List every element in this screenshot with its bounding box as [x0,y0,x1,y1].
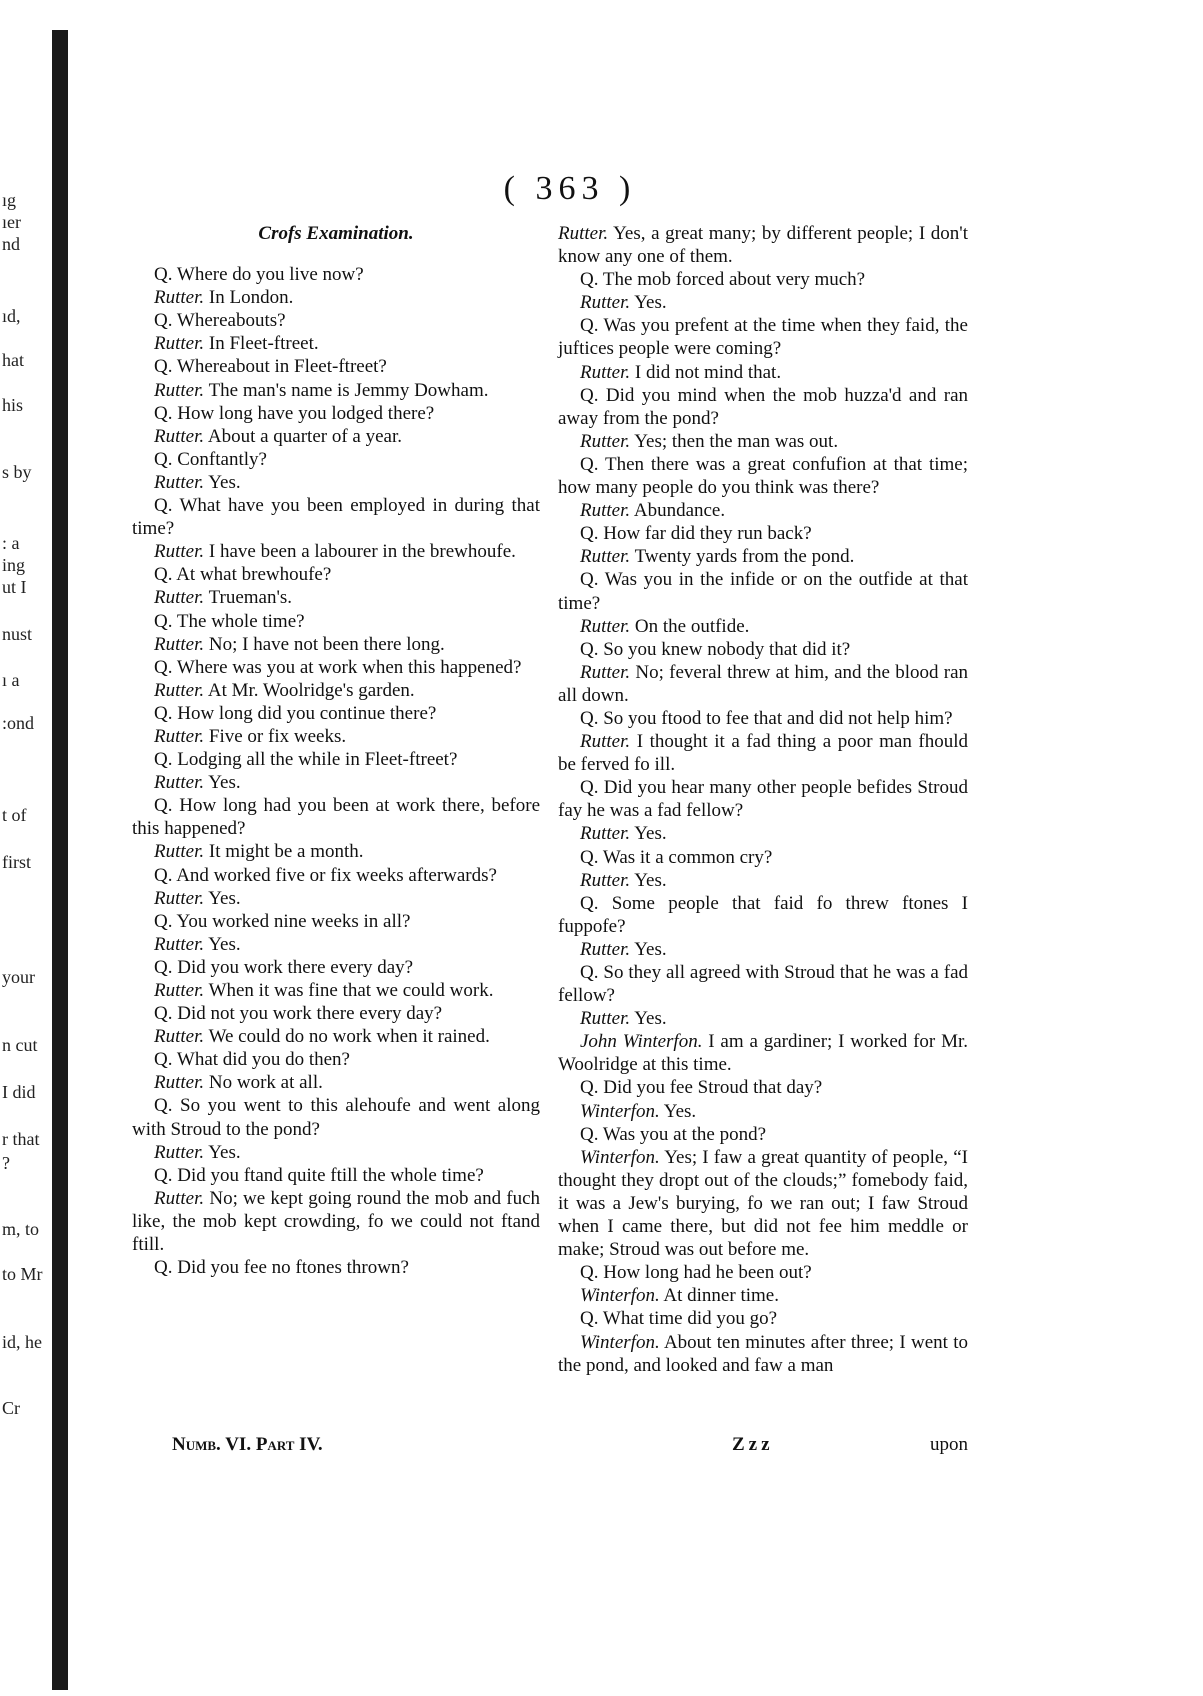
speaker-name: Rutter. [580,615,631,637]
testimony-text: Trueman's. [208,587,293,609]
answer-line [558,499,968,522]
question-line [132,263,540,286]
adjacent-page-fragments [0,0,48,1696]
answer-line [132,1187,540,1256]
testimony-text: And worked five or fix weeks afterwards? [176,864,497,886]
testimony-text: Then there was a great confufion at that time; how many people do you think was there? [558,453,968,499]
question-marker: Q. [580,1123,599,1145]
question-marker: Q. [580,1262,599,1284]
question-line [132,1002,540,1025]
margin-fragment: your [2,967,35,987]
speaker-name: Rutter. [154,679,205,701]
question-marker: Q. [154,1164,173,1186]
testimony-text: Yes, a great many; by different people; I don't know any one of them. [558,223,968,268]
speaker-name: Rutter. [580,661,631,683]
speaker-name: Winterfon. [580,1146,660,1168]
left-column [132,222,540,1279]
question-line [132,563,540,586]
question-marker: Q. [154,749,173,771]
testimony-text: Did you hear many other people befides Stroud fay he was a fad fellow? [558,777,968,822]
margin-fragment: his [2,395,24,415]
answer-line [558,430,968,453]
margin-fragment: ı a [2,670,20,690]
answer-line [132,379,540,402]
question-line [558,314,968,360]
question-marker: Q. [580,638,599,660]
question-line [558,892,968,938]
testimony-text: How long had he been out? [603,1262,812,1284]
testimony-text: Was you in the infide or on the outfide at that time? [558,569,968,614]
question-line [558,1076,968,1099]
question-marker: Q. [580,846,599,868]
testimony-text: Did you work there every day? [177,956,414,978]
margin-fragment: nust [2,624,33,644]
speaker-name: Rutter. [154,287,205,309]
question-marker: Q. [154,264,173,286]
question-line [132,1256,540,1279]
answer-line [132,771,540,794]
margin-fragment: m, to [2,1219,40,1239]
question-marker: Q. [580,384,599,406]
question-marker: Q. [580,962,599,983]
testimony-text: Did you fee no ftones thrown? [177,1257,409,1279]
speaker-name: Rutter. [580,430,631,452]
question-marker: Q. [154,310,173,332]
testimony-text: Yes. [634,1008,667,1030]
testimony-text: Was you prefent at the time when they faid, the juftices people were coming? [558,315,968,360]
testimony-text: Five or fix weeks. [208,725,347,747]
margin-fragment: r that [2,1129,40,1149]
testimony-text: Yes. [208,887,241,909]
margin-fragment: ing [2,555,26,575]
question-marker: Q. [154,702,173,724]
testimony-text: So you knew nobody that did it? [603,638,851,660]
testimony-text: It might be a month. [208,841,364,863]
testimony-text: You worked nine weeks in all? [176,910,411,932]
margin-fragment: : a [2,533,20,553]
question-line [558,846,968,869]
answer-line [558,822,968,845]
signature-mark: Numb. VI. Part IV. [172,1434,323,1455]
speaker-name: Rutter. [154,725,205,747]
question-marker: Q. [580,707,599,729]
question-line [558,1123,968,1146]
answer-line [132,979,540,1002]
testimony-text: How far did they run back? [603,523,812,545]
testimony-text: Yes. [208,471,241,493]
speaker-name: Rutter. [154,379,205,401]
speaker-name: Rutter. [154,471,205,493]
question-line [132,309,540,332]
question-line [558,453,968,499]
question-marker: Q. [154,564,173,586]
question-marker: Q. [154,610,173,632]
testimony-text: Yes. [634,823,667,845]
testimony-text: No; I have not been there long. [208,633,445,655]
testimony-text: The mob forced about very much? [602,269,866,291]
testimony-text: On the outfide. [634,615,750,637]
testimony-text: Yes. [663,1100,697,1122]
answer-line [132,725,540,748]
testimony-text: How long did you continue there? [177,702,437,724]
question-line [558,268,968,291]
testimony-text: Did not you work there every day? [177,1003,443,1025]
testimony-text: I did not mind that. [634,361,782,383]
question-marker: Q. [580,1308,599,1330]
question-line [558,522,968,545]
question-marker: Q. [154,956,173,978]
answer-line [132,586,540,609]
answer-line [558,1100,968,1123]
margin-fragment: hat [2,350,24,370]
testimony-text: Where do you live now? [176,264,364,286]
testimony-text: Yes. [634,938,667,960]
testimony-text: Yes. [634,869,667,891]
question-line [132,1094,540,1140]
testimony-text: I thought it a fad thing a poor man fhould be ferved fo ill. [558,731,968,776]
testimony-text: At dinner time. [663,1285,779,1307]
question-marker: Q. [154,795,173,817]
sheet-mark: Zzz [732,1434,774,1455]
question-line [132,864,540,887]
question-marker: Q. [154,1049,173,1071]
testimony-text: We could do no work when it rained. [208,1026,490,1048]
margin-fragment: ıd, [2,306,21,326]
testimony-text: Yes; I faw a great quantity of people, “I thought they dropt out of the clouds;” fomebody faid, it was a Jew's burying, fo we ran out; I faw Stroud when I came there, but did not fee him meddle or make; Stroud was out before me. [558,1146,968,1261]
answer-line [132,1025,540,1048]
question-line [558,961,968,1007]
question-line [132,1048,540,1071]
question-line [132,402,540,425]
answer-line [132,1071,540,1094]
testimony-text: So they all agreed with Stroud that he was a fad fellow? [558,962,969,1007]
margin-fragment: ut I [2,577,27,597]
testimony-text: Whereabout in Fleet-ftreet? [176,356,387,378]
speaker-name: Rutter. [154,980,205,1001]
testimony-text: Yes. [208,1141,241,1163]
margin-fragment: ? [2,1153,10,1173]
question-line [132,748,540,771]
answer-line [558,938,968,961]
testimony-text: Did you ftand quite ftill the whole time? [177,1164,484,1186]
question-marker: Q. [154,864,173,886]
margin-fragment: id, he [2,1332,42,1352]
question-marker: Q. [580,1077,599,1099]
answer-line [558,1146,968,1261]
testimony-text: About ten minutes after three; I went to the pond, and looked and faw a man [558,1331,968,1376]
catchword: upon [930,1434,968,1455]
speaker-name: Rutter. [580,938,631,960]
testimony-text: In Fleet-ftreet. [208,333,319,355]
answer-line [132,633,540,656]
answer-line [558,1007,968,1030]
question-marker: Q. [580,777,599,799]
question-line [132,494,540,540]
speaker-name: Rutter. [558,223,609,244]
question-marker: Q. [580,453,599,475]
question-marker: Q. [154,1003,173,1025]
testimony-text: What did you do then? [176,1049,350,1071]
testimony-text: When it was fine that we could work. [208,980,494,1001]
speaker-name: Rutter. [580,546,631,568]
question-line [558,568,968,614]
speaker-name: Rutter. [154,887,205,909]
speaker-name: Winterfon. [580,1285,660,1307]
answer-line [558,661,968,707]
answer-line [132,933,540,956]
question-marker: Q. [154,356,173,378]
question-marker: Q. [580,269,599,291]
answer-line [132,286,540,309]
answer-line [558,615,968,638]
testimony-text: Abundance. [633,500,726,522]
margin-fragment: nd [2,234,20,254]
question-marker: Q. [154,495,173,517]
speaker-name: Rutter. [154,333,205,355]
speaker-name: Rutter. [154,587,205,609]
speaker-name: John Winterfon. [580,1031,703,1053]
testimony-text: No; we kept going round the mob and fuch like, the mob kept crowding, fo we could not ftand ftill. [132,1187,541,1256]
testimony-text: About a quarter of a year. [207,425,402,447]
speaker-name: Rutter. [580,1008,631,1030]
testimony-text: At Mr. Woolridge's garden. [207,679,415,701]
testimony-text: Some people that faid fo threw ftones I fuppofe? [558,892,968,937]
testimony-text: Where was you at work when this happened? [176,656,522,678]
question-line [558,707,968,730]
question-line [132,610,540,633]
testimony-text: Yes. [208,772,241,794]
testimony-text: No; feveral threw at him, and the blood ran all down. [558,661,969,706]
answer-line [558,1030,968,1076]
question-line [132,794,540,840]
margin-fragment: first [2,852,31,872]
speaker-name: Rutter. [154,772,205,794]
margin-fragment: Cr [2,1398,20,1418]
speaker-name: Winterfon. [580,1100,660,1122]
margin-fragment: I did [2,1082,36,1102]
testimony-text: So you went to this alehoufe and went along with Stroud to the pond? [132,1095,541,1140]
question-marker: Q. [154,1095,173,1117]
testimony-text: Lodging all the while in Fleet-ftreet? [177,749,458,771]
speaker-name: Rutter. [154,541,205,563]
answer-line [558,222,968,268]
speaker-name: Rutter. [154,1187,205,1209]
answer-line [132,887,540,910]
testimony-text: Yes. [208,933,241,955]
question-marker: Q. [154,1257,173,1279]
question-line [558,638,968,661]
margin-fragment: n cut [2,1035,38,1055]
answer-line [558,1331,968,1377]
speaker-name: Rutter. [154,425,205,447]
testimony-text: How long had you been at work there, before this happened? [132,795,540,840]
testimony-text: Twenty yards from the pond. [634,546,855,568]
margin-fragment: to Mr [2,1264,43,1284]
answer-line [132,540,540,563]
question-line [132,355,540,378]
speaker-name: Rutter. [154,1141,205,1163]
answer-line [132,1141,540,1164]
question-marker: Q. [154,402,173,424]
speaker-name: Rutter. [154,841,205,863]
testimony-text: What have you been employed in during that time? [132,495,540,540]
testimony-text: In London. [208,287,294,309]
speaker-name: Rutter. [154,1026,205,1048]
question-marker: Q. [154,656,173,678]
page-number: ( 363 ) [503,170,637,207]
testimony-text: How long have you lodged there? [177,402,435,424]
question-line [132,656,540,679]
speaker-name: Rutter. [154,1072,205,1094]
speaker-name: Rutter. [580,500,631,522]
testimony-text: So you ftood to fee that and did not help him? [603,707,953,729]
margin-fragment: t of [2,805,27,825]
speaker-name: Rutter. [580,869,631,891]
speaker-name: Rutter. [580,823,631,845]
question-marker: Q. [154,448,173,470]
margin-fragment: ıg [2,190,17,210]
answer-line [558,291,968,314]
testimony-text: No work at all. [208,1072,323,1094]
answer-line [558,869,968,892]
question-line [558,384,968,430]
question-line [558,1261,968,1284]
answer-line [132,840,540,863]
question-marker: Q. [580,569,599,591]
testimony-text: Was you at the pond? [602,1123,767,1145]
question-marker: Q. [580,523,599,545]
testimony-text: Did you mind when the mob huzza'd and ran away from the pond? [558,384,969,429]
question-line [132,448,540,471]
answer-line [558,545,968,568]
answer-line [558,1284,968,1307]
speaker-name: Rutter. [580,361,631,383]
testimony-text: Yes. [634,292,667,314]
speaker-name: Winterfon. [580,1331,660,1353]
speaker-name: Rutter. [580,731,631,753]
testimony-text: Whereabouts? [176,310,286,332]
testimony-text: I have been a labourer in the brewhoufe. [208,541,516,563]
question-marker: Q. [580,892,599,914]
testimony-text: I am a gardiner; I worked for Mr. Woolridge at this time. [558,1031,968,1076]
testimony-text: Conftantly? [177,448,267,470]
answer-line [132,679,540,702]
question-line [132,956,540,979]
testimony-text: Was it a common cry? [602,846,773,868]
binding-shadow [52,30,68,1690]
question-line [132,910,540,933]
answer-line [132,425,540,448]
answer-line [558,730,968,776]
testimony-text: The whole time? [176,610,305,632]
speaker-name: Rutter. [154,633,205,655]
margin-fragment: :ond [2,713,35,733]
question-marker: Q. [580,315,599,337]
testimony-text: Did you fee Stroud that day? [603,1077,823,1099]
testimony-text: At what brewhoufe? [176,564,332,586]
answer-line [132,471,540,494]
question-line [558,776,968,822]
question-line [558,1307,968,1330]
section-heading: Crofs Examination. [258,223,414,244]
answer-line [132,332,540,355]
testimony-text: The man's name is Jemmy Dowham. [208,379,489,401]
testimony-text: Yes; then the man was out. [634,430,839,452]
question-line [132,1164,540,1187]
testimony-text: What time did you go? [602,1308,778,1330]
speaker-name: Rutter. [580,292,631,314]
answer-line [558,361,968,384]
page-footer [132,1434,968,1464]
right-column [558,222,968,1377]
margin-fragment: ıer [2,212,21,232]
margin-fragment: s by [2,462,32,482]
speaker-name: Rutter. [154,933,205,955]
question-line [132,702,540,725]
question-marker: Q. [154,910,173,932]
